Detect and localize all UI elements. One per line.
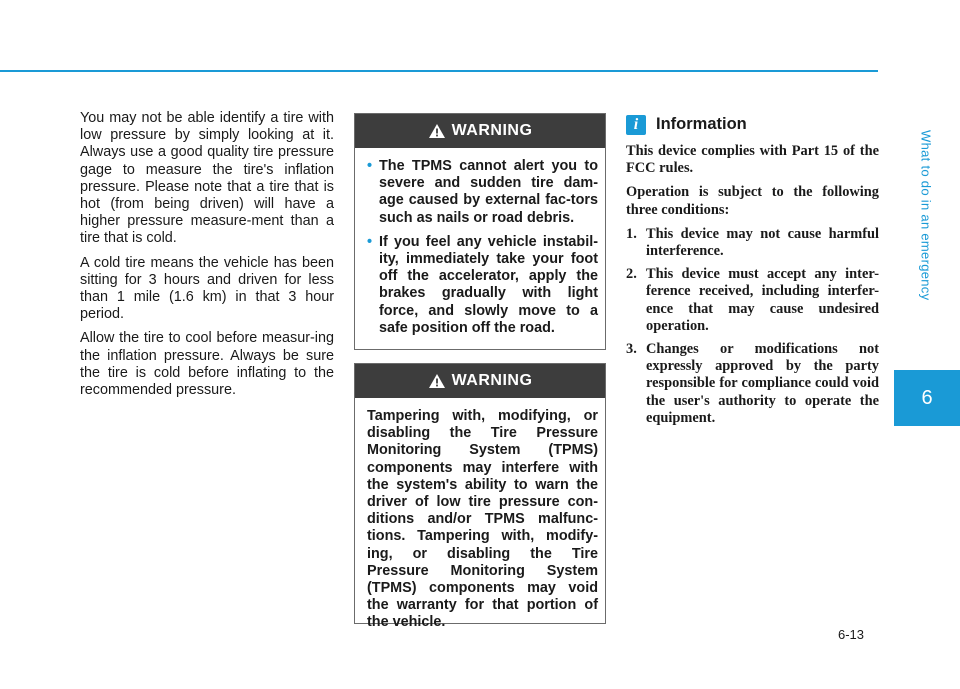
warning-bullet: • If you feel any vehicle instabil-ity, immediately take your foot off the accelerator, apply the brakes gradually with light force, and slowly move to a safe position off the road. bbox=[367, 234, 598, 337]
warning-header bbox=[355, 114, 605, 148]
warning-icon bbox=[428, 373, 446, 389]
info-icon: i bbox=[626, 115, 646, 135]
information-column bbox=[626, 115, 879, 433]
conditions-intro: Operation is subject to the following three conditions: bbox=[626, 184, 879, 218]
chapter-number: 6 bbox=[921, 386, 933, 409]
warning-bullet: • The TPMS cannot alert you to severe and sudden tire dam-age caused by external fac-tors such as nails or road debris. bbox=[367, 158, 598, 227]
left-column bbox=[80, 110, 334, 406]
condition-item bbox=[626, 226, 879, 260]
warning-body bbox=[355, 398, 605, 642]
condition-number: 1. bbox=[626, 225, 637, 242]
paragraph: Allow the tire to cool before measur-ing the inflation pressure. Always be sure the tire is cold before inflating to the recommended pressure. bbox=[80, 330, 334, 399]
warning-header bbox=[355, 364, 605, 398]
chapter-tab bbox=[894, 370, 960, 426]
information-intro: This device complies with Part 15 of the FCC rules. bbox=[626, 143, 879, 177]
warning-icon bbox=[428, 123, 446, 139]
section-side-label bbox=[916, 80, 936, 350]
warning-box-tpms-alert bbox=[354, 113, 606, 350]
page-number: 6-13 bbox=[838, 627, 865, 642]
top-rule bbox=[0, 70, 878, 72]
information-title: Information bbox=[656, 115, 747, 134]
condition-text: This device may not cause harmful interference. bbox=[646, 225, 879, 260]
warning-list bbox=[367, 158, 598, 337]
condition-number: 2. bbox=[626, 266, 637, 283]
warning-title: WARNING bbox=[451, 372, 533, 389]
warning-title: WARNING bbox=[451, 122, 533, 139]
information-header bbox=[626, 115, 879, 135]
warning-box-tampering bbox=[354, 363, 606, 631]
condition-text: Changes or modifications not expressly approved by the party responsible for compliance could void the user's authority to operate the equipment. bbox=[646, 341, 879, 426]
warning-text: Tampering with, modifying, or disabling the Tire Pressure Monitoring System (TPMS) components may interfere with the system's ability to warn the driver of low tire pressure con-ditions and/or TPMS malfunc-tions. Tampering with, modify-ing, or disabling the Tire Pressure Monitoring System (TPMS) components may void the warranty for that portion of the vehicle. bbox=[367, 408, 598, 631]
section-title: What to do in an emergency bbox=[918, 129, 934, 301]
condition-text: This device must accept any inter-ference received, including interfer-ence that may cause undesired operation. bbox=[646, 266, 879, 334]
condition-item bbox=[626, 266, 879, 335]
condition-item bbox=[626, 341, 879, 427]
condition-number: 3. bbox=[626, 341, 637, 358]
paragraph: A cold tire means the vehicle has been sitting for 3 hours and driven for less than 1 mile (1.6 km) in that 3 hour period. bbox=[80, 254, 334, 323]
conditions-list bbox=[626, 226, 879, 427]
paragraph: You may not be able identify a tire with low pressure by simply looking at it. Always use a good quality tire pressure gage to measure the tire's inflation pressure. Please note that a tire that is hot (from being driven) will have a higher pressure measure-ment than a tire that is cold. bbox=[80, 110, 334, 247]
warning-body bbox=[355, 148, 605, 354]
